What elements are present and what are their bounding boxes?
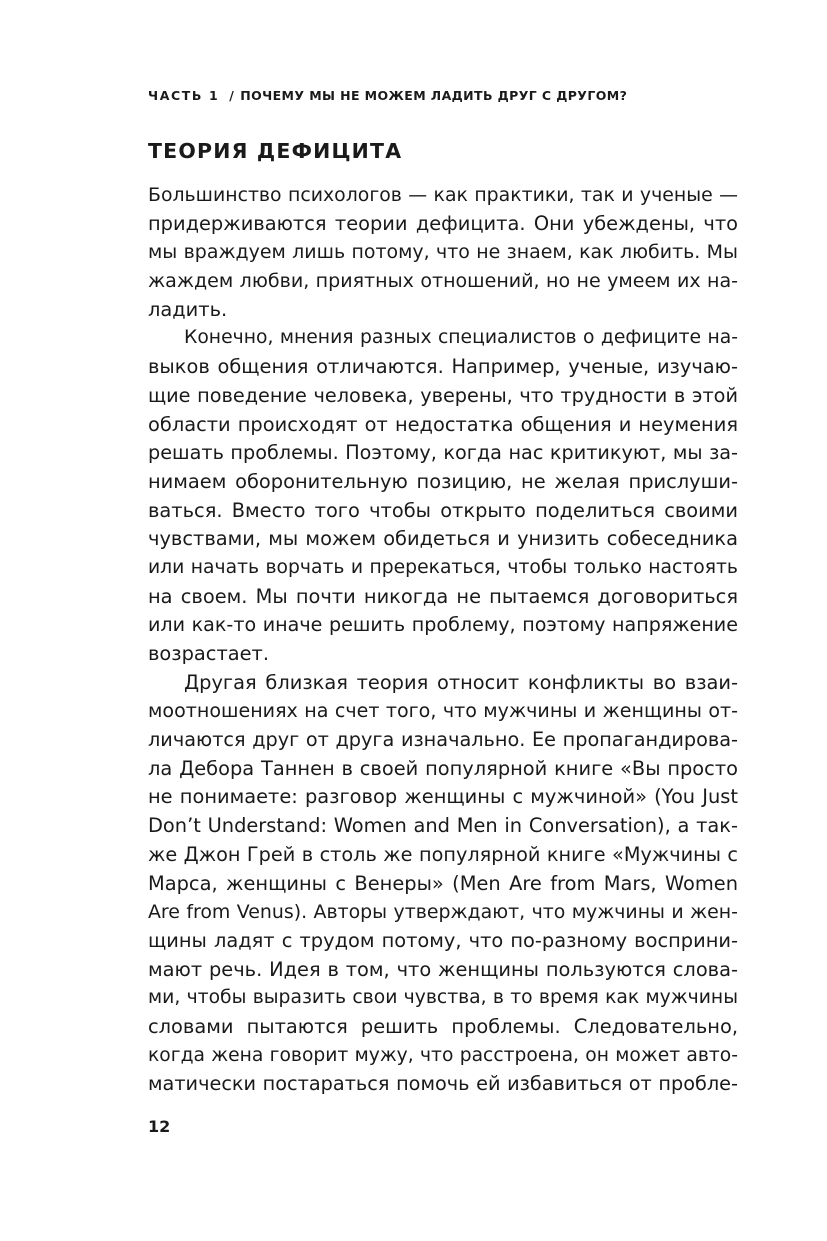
text-line: когда жена говорит мужу, что расстроена, он может авто- xyxy=(148,1044,738,1066)
text-line: ладить. xyxy=(148,297,228,321)
text-line: или начать ворчать и пререкаться, чтобы только настоять xyxy=(148,556,738,578)
text-line: жаждем любви, приятных отношений, но не умеем их на- xyxy=(148,270,738,293)
running-head-part: ЧАСТЬ 1 xyxy=(148,88,220,103)
running-head-title: ПОЧЕМУ МЫ НЕ МОЖЕМ ЛАДИТЬ ДРУГ С ДРУГОМ? xyxy=(240,88,628,103)
paragraph xyxy=(148,669,738,1099)
text-line: личаются друг от друга изначально. Ее пропагандирова- xyxy=(148,728,738,752)
text-line: не понимаете: разговор женщины с мужчиной» (You Just xyxy=(148,785,738,809)
text-line: на своем. Мы почти никогда не пытаемся договориться xyxy=(148,584,738,608)
text-line: выков общения отличаются. Например, ученые, изучаю- xyxy=(148,355,738,379)
text-line: ваться. Вместо того чтобы открыто поделиться своими xyxy=(148,498,738,522)
page-number: 12 xyxy=(148,1117,171,1136)
text-line: мают речь. Идея в том, что женщины пользуются слова- xyxy=(148,957,738,981)
text-line: Другая близкая теория относит конфликты во взаи- xyxy=(184,670,738,694)
text-line: решать проблемы. Поэтому, когда нас критикуют, мы за- xyxy=(148,441,738,465)
text-line: нимаем оборонительную позицию, не желая прислуши- xyxy=(148,469,738,493)
text-line: Марса, женщины с Венеры» (Men Are from Mars, Women xyxy=(148,871,738,895)
text-line: придерживаются теории дефицита. Они убеждены, что xyxy=(148,211,738,235)
body-text xyxy=(148,181,738,1099)
text-line: или как-то иначе решить проблему, поэтому напряжение xyxy=(148,613,738,637)
text-line: мы враждуем лишь потому, что не знаем, как любить. Мы xyxy=(148,241,738,264)
running-head xyxy=(148,88,627,103)
text-line: щие поведение человека, уверены, что трудности в этой xyxy=(148,383,738,407)
text-line: словами пытаются решить проблемы. Следовательно, xyxy=(148,1014,738,1038)
paragraph xyxy=(148,181,738,324)
running-head-separator: / xyxy=(229,88,235,103)
paragraph xyxy=(148,324,738,668)
text-line: области происходят от недостатка общения и неумения xyxy=(148,412,738,436)
text-line: Don’t Understand: Women and Men in Conversation), а так- xyxy=(148,814,738,838)
text-line: Конечно, мнения разных специалистов о дефиците на- xyxy=(184,327,738,349)
text-line: ми, чтобы выразить свои чувства, в то время как мужчины xyxy=(148,987,738,1009)
text-line: Are from Venus). Авторы утверждают, что мужчины и жен- xyxy=(148,901,738,924)
text-line: чувствами, мы можем обидеться и унизить собеседника xyxy=(148,527,738,551)
text-line: ла Дебора Таннен в своей популярной книге «Вы просто xyxy=(148,756,738,780)
text-line: же Джон Грей в столь же популярной книге «Мужчины с xyxy=(148,842,738,866)
text-line: моотношениях на счет того, что мужчины и женщины от- xyxy=(148,700,738,723)
text-line: щины ладят с трудом потому, что по-разному восприни- xyxy=(148,928,738,952)
text-line: Большинство психологов — как практики, так и ученые — xyxy=(148,184,738,206)
text-line: возрастает. xyxy=(148,642,270,665)
text-line: матически постараться помочь ей избавиться от пробле- xyxy=(148,1072,738,1096)
section-title: ТЕОРИЯ ДЕФИЦИТА xyxy=(148,139,403,163)
